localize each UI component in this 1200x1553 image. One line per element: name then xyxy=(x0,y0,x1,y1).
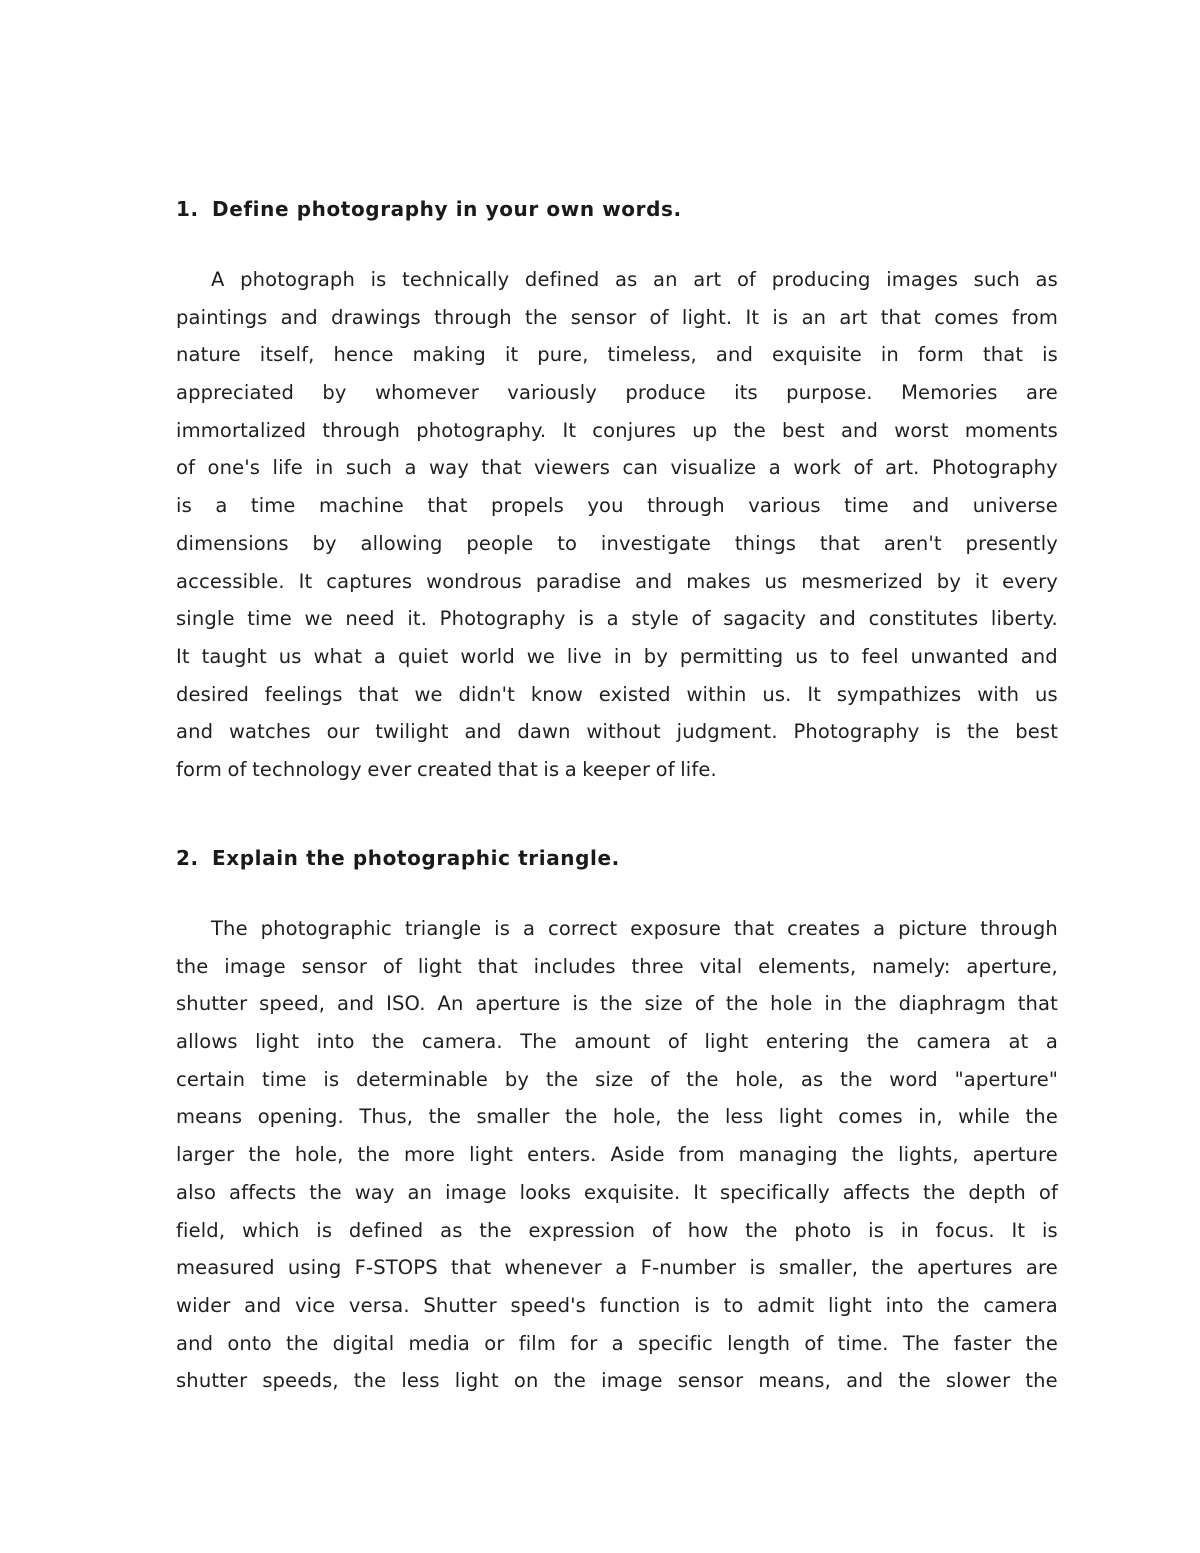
answer-line: wider and vice versa. Shutter speed's function is to admit light into the camera xyxy=(176,1293,1058,1317)
answer-line: immortalized through photography. It conjures up the best and worst moments xyxy=(176,418,1058,442)
answer-line: and onto the digital media or film for a specific length of time. The faster the xyxy=(176,1331,1058,1355)
answer-line: measured using F-STOPS that whenever a F-number is smaller, the apertures are xyxy=(176,1256,1058,1280)
answer-line: desired feelings that we didn't know existed within us. It sympathizes with us xyxy=(176,682,1058,706)
answer-line: is a time machine that propels you through various time and universe xyxy=(176,494,1058,518)
answer-line: field, which is defined as the expression of how the photo is in focus. It is xyxy=(176,1218,1058,1242)
question-title: Explain the photographic triangle. xyxy=(212,846,620,870)
question-1 xyxy=(176,194,1058,789)
answer-line: of one's life in such a way that viewers can visualize a work of art. Photography xyxy=(176,456,1058,480)
answer-line: dimensions by allowing people to investigate things that aren't presently xyxy=(176,531,1058,555)
answer-line: the image sensor of light that includes three vital elements, namely: aperture, xyxy=(176,954,1058,978)
question-number: 1. xyxy=(176,197,199,221)
question-2 xyxy=(176,843,1058,1400)
question-title: Define photography in your own words. xyxy=(212,197,682,221)
answer-line: larger the hole, the more light enters. Aside from managing the lights, aperture xyxy=(176,1143,1058,1167)
answer-line: means opening. Thus, the smaller the hole, the less light comes in, while the xyxy=(176,1105,1058,1129)
answer-line: nature itself, hence making it pure, timeless, and exquisite in form that is xyxy=(176,343,1058,367)
question-heading xyxy=(176,843,1058,873)
answer-line: certain time is determinable by the size of the hole, as the word "aperture" xyxy=(176,1067,1058,1091)
answer-line: It taught us what a quiet world we live in by permitting us to feel unwanted and xyxy=(176,644,1058,668)
answer-line: and watches our twilight and dawn without judgment. Photography is the best xyxy=(176,720,1058,744)
answer-line: paintings and drawings through the sensor of light. It is an art that comes from xyxy=(176,305,1058,329)
answer-line: form of technology ever created that is a keeper of life. xyxy=(176,757,717,781)
answer-line: allows light into the camera. The amount of light entering the camera at a xyxy=(176,1030,1058,1054)
question-number: 2. xyxy=(176,846,199,870)
answer-line: shutter speed, and ISO. An aperture is the size of the hole in the diaphragm that xyxy=(176,992,1058,1016)
answer-line: shutter speeds, the less light on the image sensor means, and the slower the xyxy=(176,1369,1058,1393)
answer-line: A photograph is technically defined as an art of producing images such as xyxy=(211,268,1058,291)
answer-line: accessible. It captures wondrous paradise and makes us mesmerized by it every xyxy=(176,569,1058,593)
answer-line: also affects the way an image looks exquisite. It specifically affects the depth of xyxy=(176,1180,1058,1204)
answer-line: appreciated by whomever variously produce its purpose. Memories are xyxy=(176,381,1058,405)
answer-line: single time we need it. Photography is a style of sagacity and constitutes liberty. xyxy=(176,607,1058,631)
answer-line: The photographic triangle is a correct exposure that creates a picture through xyxy=(211,917,1058,940)
answer-paragraph xyxy=(176,910,1058,1400)
answer-paragraph xyxy=(176,261,1058,789)
question-heading xyxy=(176,194,1058,224)
